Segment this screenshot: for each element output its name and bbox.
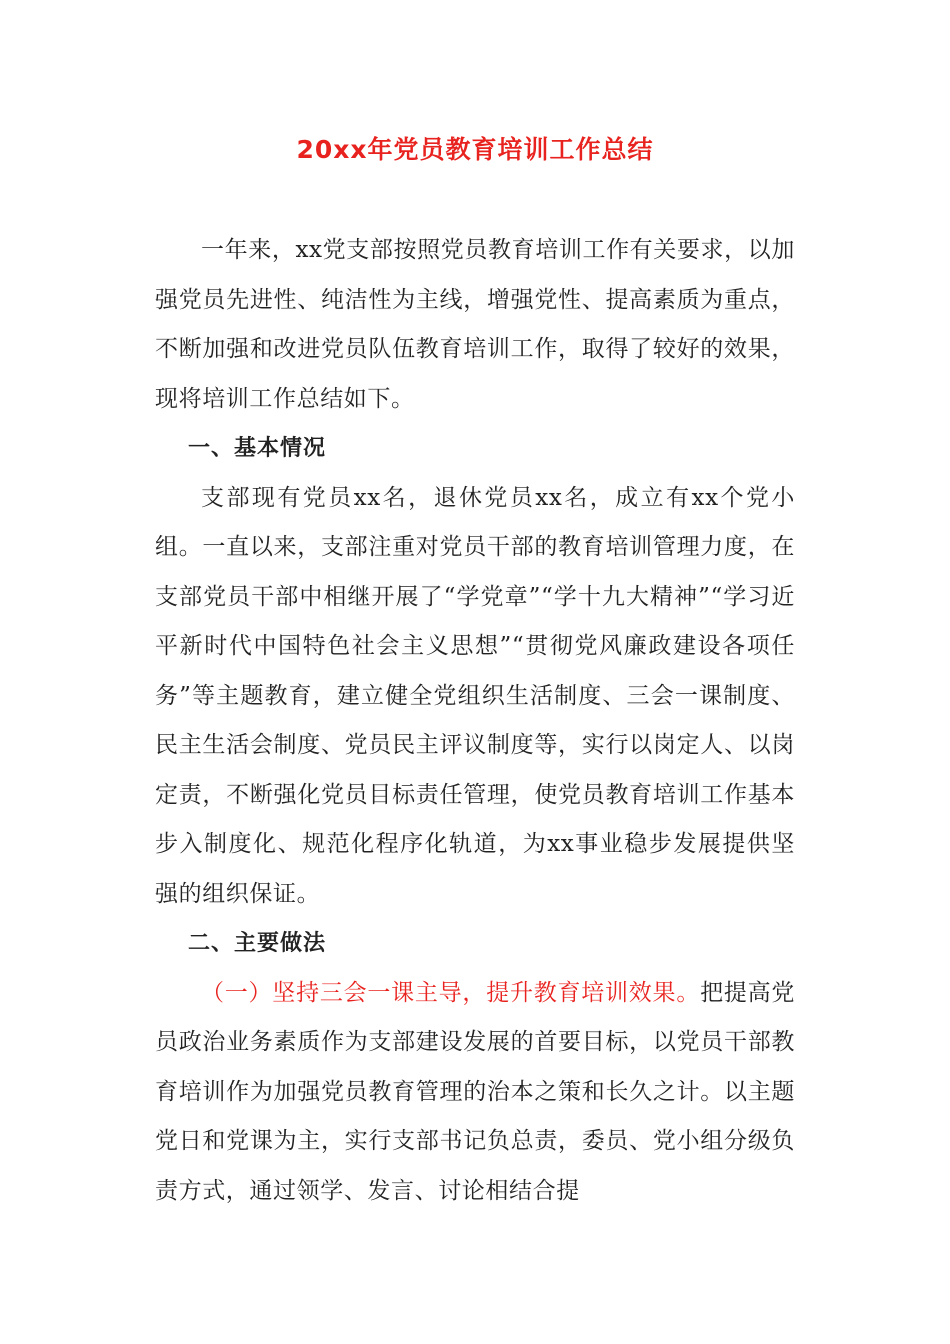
section-heading-practices: 二、主要做法 [188,931,327,956]
section-basic-paragraph: 支部现有党员xx名，退休党员xx名，成立有xx个党小组。一直以来，支部注重对党员干部的教育培训管理力度，在支部党员干部中相继开展了“学党章”“学十九大精神”“学习近平新时代中国特色社会主义思想”“贯彻党风廉政建设各项任务”等主题教育，建立健全党组织生活制度、三会一课制度、民主生活会制度、党员民主评议制度等，实行以岗定人、以岗定责，不断强化党员目标责任管理，使党员教育培训工作基本步入制度化、规范化程序化轨道，为xx事业稳步发展提供坚强的组织保证。 [155,484,795,907]
section-heading-basic: 一、基本情况 [188,436,327,461]
subsection-text: 把提高党员政治业务素质作为支部建设发展的首要目标，以党员干部教育培训作为加强党员教育管理的治本之策和长久之计。以主题党日和党课为主，实行支部书记负总责，委员、党小组分级负责方式，通过领学、发言、讨论相结合提 [155,979,795,1204]
document-body [155,226,795,1216]
intro-paragraph: 一年来，xx党支部按照党员教育培训工作有关要求，以加强党员先进性、纯洁性为主线，增强党性、提高素质为重点，不断加强和改进党员队伍教育培训工作，取得了较好的效果，现将培训工作总结如下。 [155,237,795,412]
subsection-title: （一）坚持三会一课主导，提升教育培训效果。 [201,979,701,1006]
document-title: 20xx年党员教育培训工作总结 [296,135,654,164]
subsection-paragraph [155,969,795,1217]
